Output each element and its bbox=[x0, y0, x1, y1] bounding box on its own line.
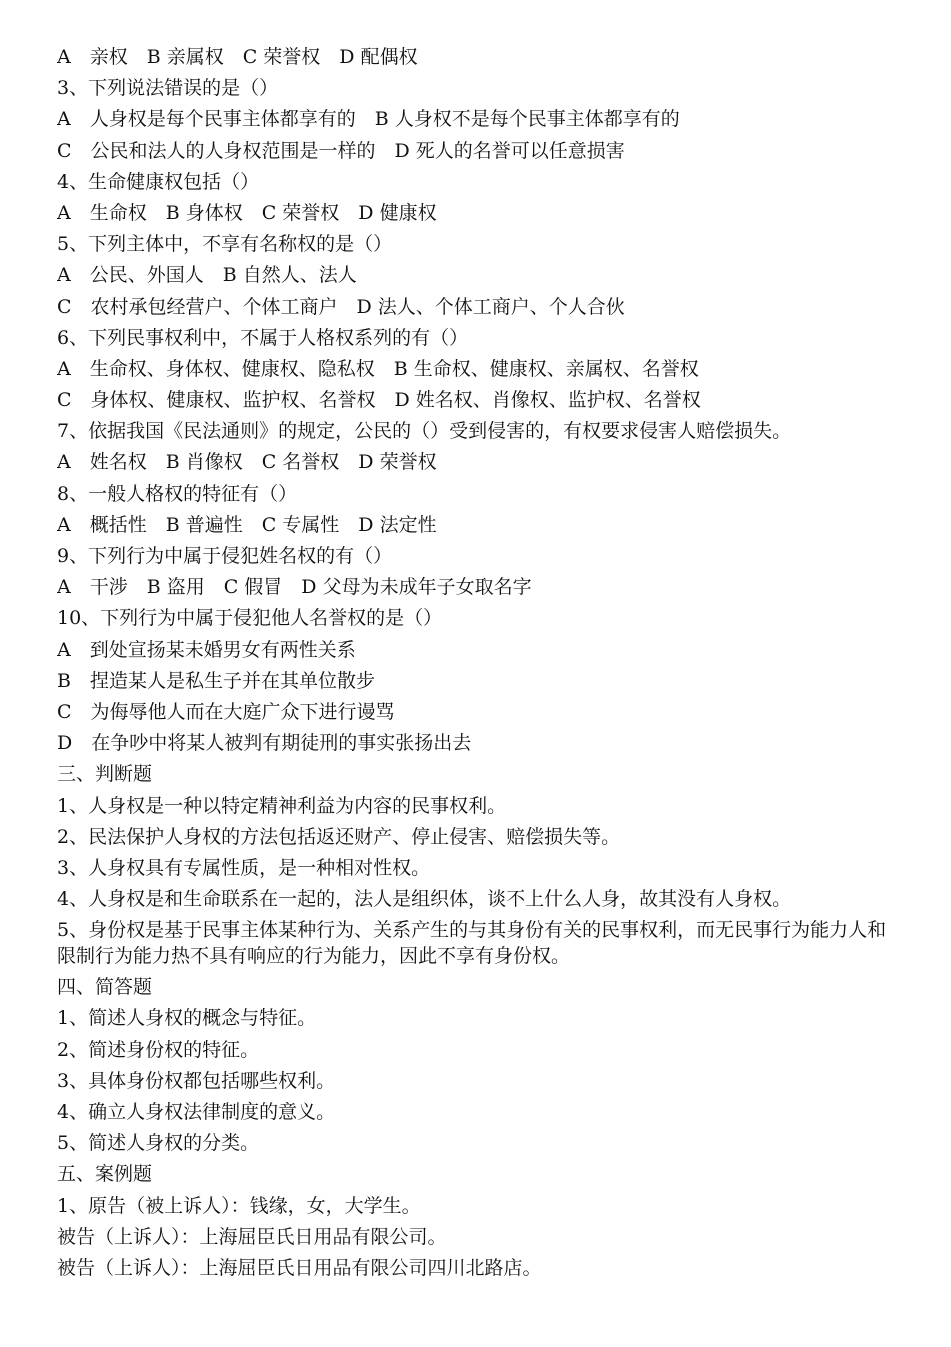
short-answer-item-2: 2、简述身份权的特征。 bbox=[57, 1038, 260, 1061]
question-option-d: D 在争吵中将某人被判有期徒刑的事实张扬出去 bbox=[57, 732, 472, 755]
question-options-line: A 干涉 B 盗用 C 假冒 D 父母为未成年子女取名字 bbox=[57, 576, 532, 599]
case-party-defendant-2: 被告（上诉人）：上海屈臣氏日用品有限公司四川北路店。 bbox=[57, 1256, 542, 1279]
question-8: 8、一般人格权的特征有（） bbox=[57, 482, 298, 505]
question-3: 3、下列说法错误的是（） bbox=[57, 77, 279, 100]
judgment-item-4: 4、人身权是和生命联系在一起的，法人是组织体，谈不上什么人身，故其没有人身权。 bbox=[57, 888, 792, 911]
question-9: 9、下列行为中属于侵犯姓名权的有（） bbox=[57, 545, 393, 567]
question-6: 6、下列民事权利中，不属于人格权系列的有（） bbox=[57, 326, 469, 349]
question-10: 10、下列行为中属于侵犯他人名誉权的是（） bbox=[57, 607, 443, 630]
question-option-c: C 为侮辱他人而在大庭广众下进行谩骂 bbox=[57, 700, 395, 723]
question-4: 4、生命健康权包括（） bbox=[57, 170, 260, 193]
question-options-line: A 人身权是每个民事主体都享有的 B 人身权不是每个民事主体都享有的 bbox=[57, 108, 680, 131]
short-answer-item-3: 3、具体身份权都包括哪些权利。 bbox=[57, 1069, 336, 1092]
question-options-line: A 姓名权 B 肖像权 C 名誉权 D 荣誉权 bbox=[57, 451, 437, 474]
question-options-line: A 生命权 B 身体权 C 荣誉权 D 健康权 bbox=[57, 201, 437, 224]
short-answer-item-4: 4、确立人身权法律制度的意义。 bbox=[57, 1101, 336, 1123]
question-options-line: C 农村承包经营户、个体工商户 D 法人、个体工商户、个人合伙 bbox=[57, 295, 625, 318]
question-options-line: C 公民和法人的人身权范围是一样的 D 死人的名誉可以任意损害 bbox=[57, 139, 625, 162]
case-party-plaintiff: 1、原告（被上诉人）：钱缘，女，大学生。 bbox=[57, 1194, 421, 1217]
judgment-item-1: 1、人身权是一种以特定精神利益为内容的民事权利。 bbox=[57, 794, 507, 817]
question-5: 5、下列主体中，不享有名称权的是（） bbox=[57, 233, 393, 256]
judgment-item-3: 3、人身权具有专属性质，是一种相对性权。 bbox=[57, 856, 431, 879]
section-heading-short-answer: 四、简答题 bbox=[57, 976, 153, 999]
question-options-line: A 公民、外国人 B 自然人、法人 bbox=[57, 264, 357, 287]
question-option-b: B 捏造某人是私生子并在其单位散步 bbox=[57, 669, 375, 692]
short-answer-item-5: 5、简述人身权的分类。 bbox=[57, 1132, 260, 1155]
question-options-line: A 概括性 B 普遍性 C 专属性 D 法定性 bbox=[57, 513, 437, 536]
short-answer-item-1: 1、简述人身权的概念与特征。 bbox=[57, 1007, 317, 1030]
document-page bbox=[57, 42, 897, 1284]
judgment-item-2: 2、民法保护人身权的方法包括返还财产、停止侵害、赔偿损失等。 bbox=[57, 825, 621, 848]
question-options-line: A 生命权、身体权、健康权、隐私权 B 生命权、健康权、亲属权、名誉权 bbox=[57, 357, 699, 380]
question-options-line: C 身体权、健康权、监护权、名誉权 D 姓名权、肖像权、监护权、名誉权 bbox=[57, 389, 701, 412]
judgment-item-5: 5、身份权是基于民事主体某种行为、关系产生的与其身份有关的民事权利，而无民事行为能力人和限制行为能力热不具有响应的行为能力，因此不享有身份权。 bbox=[57, 919, 887, 968]
section-heading-judgment: 三、判断题 bbox=[57, 763, 153, 786]
question-options-line: A 亲权 B 亲属权 C 荣誉权 D 配偶权 bbox=[57, 46, 418, 68]
question-7: 7、依据我国《民法通则》的规定，公民的（）受到侵害的，有权要求侵害人赔偿损失。 bbox=[57, 420, 792, 443]
section-heading-case: 五、案例题 bbox=[57, 1163, 153, 1186]
case-party-defendant-1: 被告（上诉人）：上海屈臣氏日用品有限公司。 bbox=[57, 1225, 447, 1248]
question-option-a: A 到处宣扬某未婚男女有两性关系 bbox=[57, 638, 356, 661]
